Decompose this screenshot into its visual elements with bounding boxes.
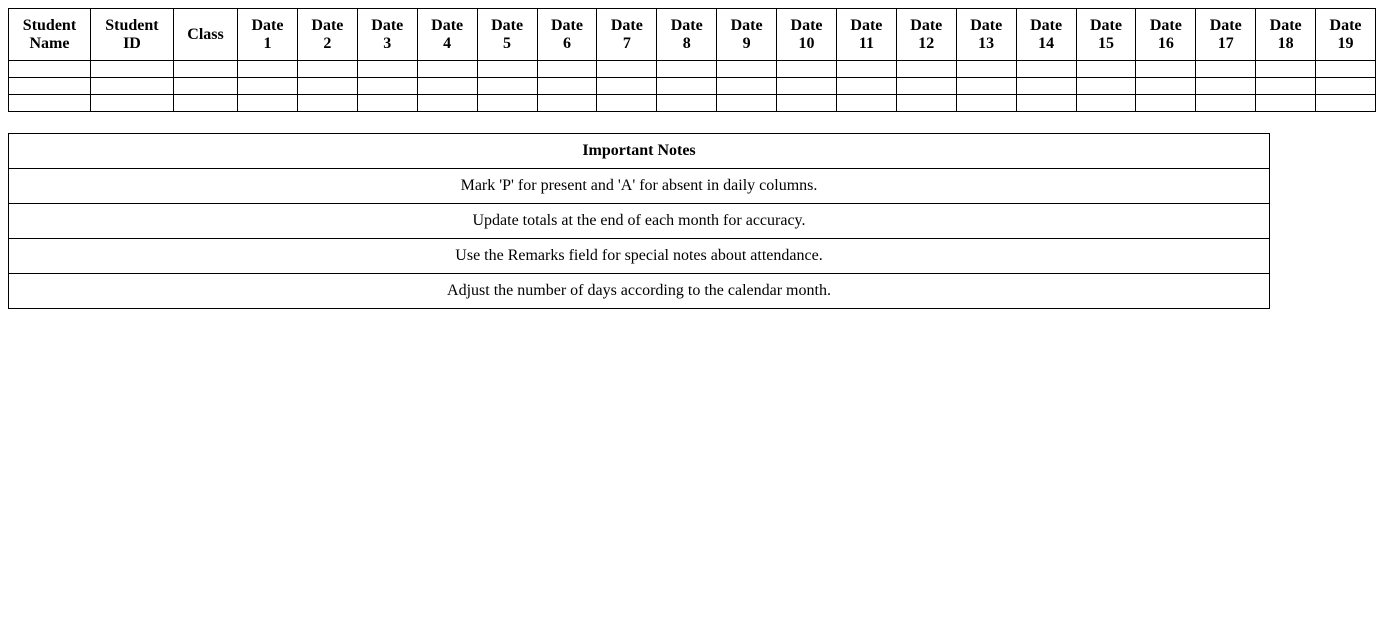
- cell-date[interactable]: [777, 95, 837, 112]
- cell-date[interactable]: [477, 95, 537, 112]
- header-date-16: Date 16: [1136, 9, 1196, 61]
- cell-date[interactable]: [238, 95, 298, 112]
- cell-date[interactable]: [1196, 61, 1256, 78]
- cell-date[interactable]: [1136, 95, 1196, 112]
- note-item: Mark 'P' for present and 'A' for absent in daily columns.: [9, 169, 1270, 204]
- notes-title: Important Notes: [9, 134, 1270, 169]
- cell-date[interactable]: [477, 61, 537, 78]
- cell-date[interactable]: [417, 78, 477, 95]
- header-date-7: Date 7: [597, 9, 657, 61]
- note-row: [9, 274, 1270, 309]
- note-row: [9, 239, 1270, 274]
- cell-date[interactable]: [417, 95, 477, 112]
- important-notes-table: [8, 133, 1270, 309]
- attendance-table-container: [8, 8, 1362, 112]
- header-date-10: Date 10: [777, 9, 837, 61]
- cell-date[interactable]: [1136, 78, 1196, 95]
- header-date-6: Date 6: [537, 9, 597, 61]
- cell-date[interactable]: [896, 61, 956, 78]
- cell-date[interactable]: [657, 61, 717, 78]
- cell-date[interactable]: [238, 78, 298, 95]
- notes-header-row: [9, 134, 1270, 169]
- cell-student-name[interactable]: [9, 95, 91, 112]
- header-date-9: Date 9: [717, 9, 777, 61]
- cell-date[interactable]: [238, 61, 298, 78]
- cell-date[interactable]: [956, 61, 1016, 78]
- cell-date[interactable]: [537, 61, 597, 78]
- cell-student-name[interactable]: [9, 78, 91, 95]
- note-item: Update totals at the end of each month for accuracy.: [9, 204, 1270, 239]
- table-row: [9, 95, 1376, 112]
- cell-date[interactable]: [1076, 78, 1136, 95]
- cell-date[interactable]: [777, 61, 837, 78]
- note-item: Use the Remarks field for special notes about attendance.: [9, 239, 1270, 274]
- header-date-3: Date 3: [357, 9, 417, 61]
- header-student-name: Student Name: [9, 9, 91, 61]
- header-row: [9, 9, 1376, 61]
- cell-date[interactable]: [537, 95, 597, 112]
- cell-date[interactable]: [896, 78, 956, 95]
- cell-date[interactable]: [777, 78, 837, 95]
- cell-date[interactable]: [1076, 95, 1136, 112]
- cell-date[interactable]: [597, 95, 657, 112]
- cell-date[interactable]: [357, 95, 417, 112]
- header-class: Class: [173, 9, 237, 61]
- cell-student-name[interactable]: [9, 61, 91, 78]
- header-date-4: Date 4: [417, 9, 477, 61]
- header-date-2: Date 2: [297, 9, 357, 61]
- cell-date[interactable]: [717, 61, 777, 78]
- cell-date[interactable]: [657, 95, 717, 112]
- header-date-11: Date 11: [836, 9, 896, 61]
- note-row: [9, 169, 1270, 204]
- cell-date[interactable]: [1016, 95, 1076, 112]
- cell-date[interactable]: [597, 61, 657, 78]
- cell-date[interactable]: [836, 78, 896, 95]
- cell-date[interactable]: [1256, 61, 1316, 78]
- table-row: [9, 78, 1376, 95]
- cell-date[interactable]: [1316, 95, 1376, 112]
- header-date-17: Date 17: [1196, 9, 1256, 61]
- cell-date[interactable]: [717, 78, 777, 95]
- cell-date[interactable]: [956, 95, 1016, 112]
- note-row: [9, 204, 1270, 239]
- cell-student-id[interactable]: [90, 78, 173, 95]
- cell-date[interactable]: [1196, 95, 1256, 112]
- cell-date[interactable]: [297, 78, 357, 95]
- cell-date[interactable]: [1256, 78, 1316, 95]
- cell-date[interactable]: [417, 61, 477, 78]
- cell-date[interactable]: [956, 78, 1016, 95]
- header-date-5: Date 5: [477, 9, 537, 61]
- header-date-19: Date 19: [1316, 9, 1376, 61]
- header-date-15: Date 15: [1076, 9, 1136, 61]
- cell-date[interactable]: [357, 78, 417, 95]
- cell-date[interactable]: [357, 61, 417, 78]
- cell-date[interactable]: [1076, 61, 1136, 78]
- cell-class[interactable]: [173, 61, 237, 78]
- header-date-18: Date 18: [1256, 9, 1316, 61]
- cell-date[interactable]: [297, 95, 357, 112]
- note-item: Adjust the number of days according to the calendar month.: [9, 274, 1270, 309]
- cell-date[interactable]: [1136, 61, 1196, 78]
- cell-date[interactable]: [896, 95, 956, 112]
- cell-date[interactable]: [657, 78, 717, 95]
- attendance-table: [8, 8, 1376, 112]
- header-date-13: Date 13: [956, 9, 1016, 61]
- cell-date[interactable]: [836, 95, 896, 112]
- cell-date[interactable]: [1016, 61, 1076, 78]
- cell-class[interactable]: [173, 95, 237, 112]
- cell-student-id[interactable]: [90, 95, 173, 112]
- cell-date[interactable]: [537, 78, 597, 95]
- cell-date[interactable]: [597, 78, 657, 95]
- cell-date[interactable]: [1316, 78, 1376, 95]
- table-row: [9, 61, 1376, 78]
- cell-date[interactable]: [836, 61, 896, 78]
- cell-date[interactable]: [1016, 78, 1076, 95]
- cell-date[interactable]: [1196, 78, 1256, 95]
- cell-date[interactable]: [297, 61, 357, 78]
- cell-date[interactable]: [1316, 61, 1376, 78]
- cell-student-id[interactable]: [90, 61, 173, 78]
- header-date-8: Date 8: [657, 9, 717, 61]
- cell-date[interactable]: [717, 95, 777, 112]
- cell-date[interactable]: [1256, 95, 1316, 112]
- header-date-1: Date 1: [238, 9, 298, 61]
- cell-date[interactable]: [477, 78, 537, 95]
- header-student-id: Student ID: [90, 9, 173, 61]
- cell-class[interactable]: [173, 78, 237, 95]
- header-date-14: Date 14: [1016, 9, 1076, 61]
- header-date-12: Date 12: [896, 9, 956, 61]
